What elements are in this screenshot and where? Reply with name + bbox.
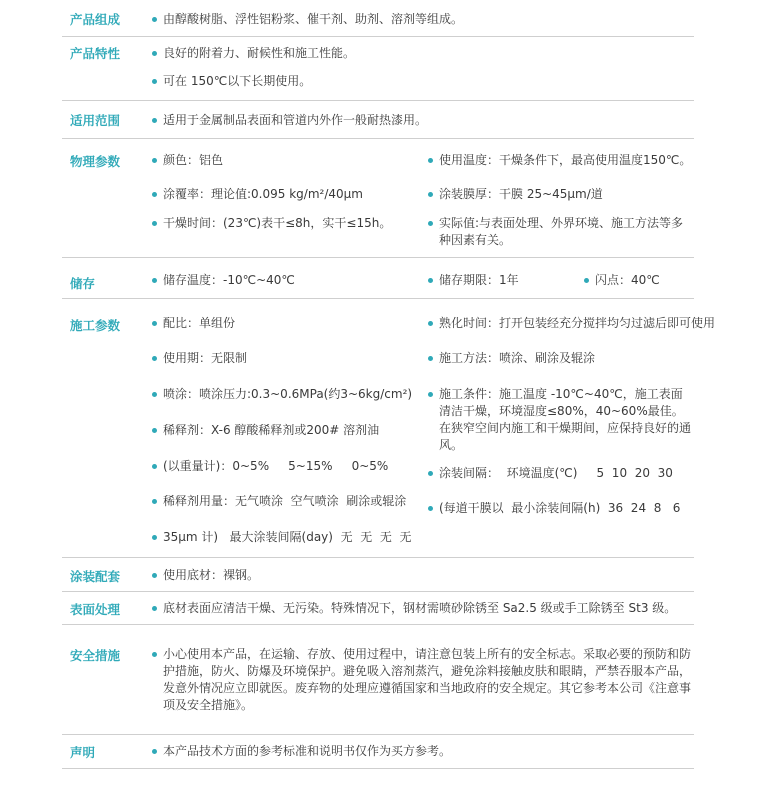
divider	[62, 138, 694, 139]
list-item: 干燥时间：(23℃)表干≤8h，实干≤15h。	[152, 215, 391, 232]
bullet-icon	[152, 17, 157, 22]
list-item: 使用温度：干燥条件下，最高使用温度150℃。	[428, 152, 691, 169]
list-item: 由醇酸树脂、浮性铝粉浆、催干剂、助剂、溶剂等组成。	[152, 11, 463, 28]
list-item: 稀释剂：X-6 醇酸稀释剂或200# 溶剂油	[152, 422, 379, 439]
bullet-icon	[152, 321, 157, 326]
bullet-icon	[152, 221, 157, 226]
bullet-icon	[152, 158, 157, 163]
bullet-icon	[152, 499, 157, 504]
bullet-icon	[428, 192, 433, 197]
list-item: 本产品技术方面的参考标准和说明书仅作为买方参考。	[152, 743, 451, 760]
list-item: (以重量计)：0~5% 5~15% 0~5%	[152, 458, 388, 475]
section-label-physical: 物理参数	[70, 154, 121, 169]
list-item: 涂装膜厚：干膜 25~45μm/道	[428, 186, 603, 203]
list-item: (每道干膜以 最小涂装间隔(h) 36 24 8 6	[428, 500, 680, 517]
divider	[62, 100, 694, 101]
list-item: 喷涂：喷涂压力:0.3~0.6MPa(约3~6kg/cm²)	[152, 386, 412, 403]
section-label-scope: 适用范围	[70, 113, 121, 128]
section-label-matching: 涂装配套	[70, 569, 121, 584]
list-item: 底材表面应清洁干燥、无污染。特殊情况下，钢材需喷砂除锈至 Sa2.5 级或手工除锈至 St3 级。	[152, 600, 676, 617]
bullet-icon	[584, 278, 589, 283]
list-item: 配比：单组份	[152, 315, 235, 332]
bullet-icon	[152, 192, 157, 197]
list-item: 涂装间隔： 环境温度(℃) 5 10 20 30	[428, 465, 673, 482]
list-item: 实际值:与表面处理、外界环境、施工方法等多种因素有关。	[428, 215, 694, 249]
list-item: 施工条件：施工温度 -10℃~40℃，施工表面清洁干燥，环境湿度≤80%，40~60%最佳。在狭窄空间内施工和干燥期间，应保持良好的通风。	[428, 386, 694, 454]
bullet-icon	[428, 221, 433, 226]
divider	[62, 624, 694, 625]
list-item: 良好的附着力、耐候性和施工性能。	[152, 45, 355, 62]
list-item: 使用期：无限制	[152, 350, 247, 367]
bullet-icon	[152, 606, 157, 611]
bullet-icon	[152, 51, 157, 56]
bullet-icon	[428, 356, 433, 361]
divider	[62, 768, 694, 769]
list-item: 熟化时间：打开包装经充分搅拌均匀过滤后即可使用	[428, 315, 715, 332]
bullet-icon	[428, 321, 433, 326]
bullet-icon	[152, 652, 157, 657]
bullet-icon	[152, 278, 157, 283]
bullet-icon	[152, 749, 157, 754]
section-label-composition: 产品组成	[70, 12, 121, 27]
bullet-icon	[152, 464, 157, 469]
list-item: 可在 150℃以下长期使用。	[152, 73, 311, 90]
divider	[62, 298, 694, 299]
bullet-icon	[428, 506, 433, 511]
section-label-surface: 表面处理	[70, 602, 121, 617]
list-item: 使用底材：裸钢。	[152, 567, 259, 584]
list-item: 施工方法：喷涂、刷涂及辊涂	[428, 350, 595, 367]
section-label-application: 施工参数	[70, 318, 121, 333]
bullet-icon	[152, 573, 157, 578]
bullet-icon	[152, 535, 157, 540]
list-item: 35μm 计) 最大涂装间隔(day) 无 无 无 无	[152, 529, 412, 546]
bullet-icon	[428, 471, 433, 476]
bullet-icon	[152, 356, 157, 361]
bullet-icon	[428, 158, 433, 163]
list-item: 闪点：40℃	[584, 272, 660, 289]
divider	[62, 557, 694, 558]
divider	[62, 257, 694, 258]
list-item: 储存温度：-10℃~40℃	[152, 272, 295, 289]
section-label-features: 产品特性	[70, 46, 121, 61]
bullet-icon	[152, 392, 157, 397]
list-item: 适用于金属制品表面和管道内外作一般耐热漆用。	[152, 112, 427, 129]
list-item: 稀释剂用量：无气喷涂 空气喷涂 刷涂或辊涂	[152, 493, 406, 510]
bullet-icon	[428, 392, 433, 397]
list-item: 储存期限：1年	[428, 272, 519, 289]
list-item: 涂覆率：理论值:0.095 kg/m²/40μm	[152, 186, 363, 203]
section-label-safety: 安全措施	[70, 648, 121, 663]
section-label-storage: 储存	[70, 276, 96, 291]
bullet-icon	[428, 278, 433, 283]
bullet-icon	[152, 118, 157, 123]
divider	[62, 734, 694, 735]
divider	[62, 591, 694, 592]
bullet-icon	[152, 428, 157, 433]
section-label-statement: 声明	[70, 745, 96, 760]
bullet-icon	[152, 79, 157, 84]
list-item: 小心使用本产品，在运输、存放、使用过程中，请注意包装上所有的安全标志。采取必要的预防和防护措施，防火、防爆及环境保护。避免吸入溶剂蒸汽，避免涂料接触皮肤和眼睛，严禁吞服本产品，发意外情况应立即就医。废弃物的处理应遵循国家和当地政府的安全规定。其它参考本公司《注意事项及安全措施》。	[152, 646, 694, 714]
list-item: 颜色：铝色	[152, 152, 223, 169]
divider	[62, 36, 694, 37]
